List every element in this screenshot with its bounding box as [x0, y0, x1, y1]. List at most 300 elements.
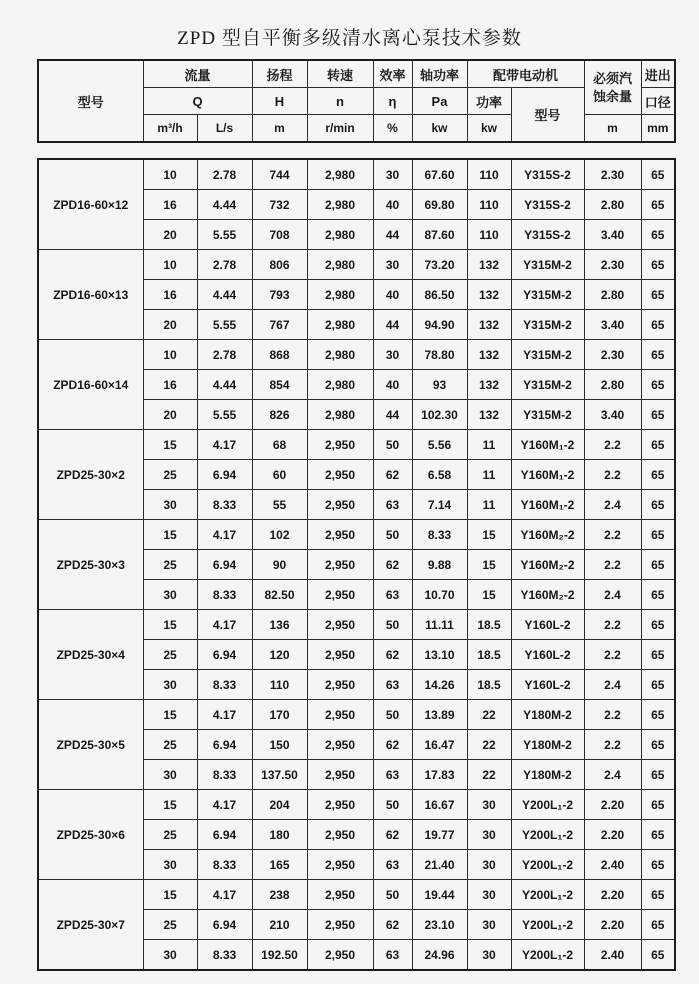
data-cell: 210: [252, 910, 307, 940]
data-cell: 2,950: [307, 820, 373, 850]
data-cell: 30: [467, 940, 511, 971]
data-cell: 10: [143, 250, 197, 280]
data-cell: 5.55: [197, 310, 252, 340]
data-cell: 2,980: [307, 280, 373, 310]
data-cell: 30: [467, 910, 511, 940]
data-cell: 132: [467, 250, 511, 280]
data-cell: 2.2: [584, 550, 641, 580]
data-cell: 2.30: [584, 159, 641, 190]
pump-model-cell: ZPD25-30×7: [38, 880, 143, 971]
data-cell: 2.78: [197, 159, 252, 190]
data-cell: 63: [373, 490, 412, 520]
data-cell: 44: [373, 400, 412, 430]
data-cell: 40: [373, 280, 412, 310]
data-cell: 744: [252, 159, 307, 190]
data-cell: 8.33: [197, 670, 252, 700]
data-cell: 2.2: [584, 520, 641, 550]
data-cell: 2,950: [307, 430, 373, 460]
data-cell: 2,950: [307, 640, 373, 670]
data-cell: 2.2: [584, 610, 641, 640]
data-cell: 102.30: [412, 400, 467, 430]
data-cell: 11: [467, 430, 511, 460]
data-cell: 25: [143, 640, 197, 670]
data-cell: 132: [467, 310, 511, 340]
table-row: [38, 159, 675, 190]
data-cell: Y160L-2: [511, 670, 584, 700]
data-cell: 732: [252, 190, 307, 220]
data-cell: 65: [641, 760, 675, 790]
data-cell: 65: [641, 790, 675, 820]
data-cell: 120: [252, 640, 307, 670]
data-cell: 65: [641, 820, 675, 850]
data-cell: 16.67: [412, 790, 467, 820]
data-cell: 50: [373, 520, 412, 550]
data-cell: 19.77: [412, 820, 467, 850]
data-cell: 8.33: [197, 850, 252, 880]
header-table: [37, 59, 676, 143]
data-cell: 132: [467, 340, 511, 370]
data-cell: 40: [373, 190, 412, 220]
data-cell: 11.11: [412, 610, 467, 640]
table-row: [38, 340, 675, 370]
data-cell: 204: [252, 790, 307, 820]
data-cell: 2.4: [584, 580, 641, 610]
data-cell: 50: [373, 700, 412, 730]
data-cell: 44: [373, 220, 412, 250]
pump-model-cell: ZPD25-30×5: [38, 700, 143, 790]
data-cell: 2.20: [584, 910, 641, 940]
col-symbol-shaft-power: Pa: [412, 88, 467, 115]
data-cell: 16: [143, 280, 197, 310]
data-cell: 15: [143, 520, 197, 550]
data-cell: 50: [373, 790, 412, 820]
data-cell: Y315S-2: [511, 190, 584, 220]
data-cell: 86.50: [412, 280, 467, 310]
data-cell: Y180M-2: [511, 760, 584, 790]
pump-model-cell: ZPD25-30×3: [38, 520, 143, 610]
data-cell: 60: [252, 460, 307, 490]
data-cell: 6.58: [412, 460, 467, 490]
data-cell: 25: [143, 820, 197, 850]
col-header-port-line2: 口径: [641, 88, 675, 115]
data-cell: Y160L-2: [511, 640, 584, 670]
data-cell: 30: [467, 790, 511, 820]
data-cell: 2.4: [584, 670, 641, 700]
data-cell: 65: [641, 700, 675, 730]
data-cell: 3.40: [584, 220, 641, 250]
data-cell: 20: [143, 400, 197, 430]
data-cell: Y160M₁-2: [511, 460, 584, 490]
table-row: [38, 880, 675, 910]
data-cell: Y200L₁-2: [511, 880, 584, 910]
data-cell: 25: [143, 910, 197, 940]
data-cell: 62: [373, 820, 412, 850]
data-cell: 4.17: [197, 700, 252, 730]
data-cell: 2,950: [307, 490, 373, 520]
data-cell: 40: [373, 370, 412, 400]
data-cell: 15: [143, 610, 197, 640]
data-cell: 19.44: [412, 880, 467, 910]
data-cell: 62: [373, 640, 412, 670]
data-cell: Y315M-2: [511, 370, 584, 400]
data-cell: 2.80: [584, 190, 641, 220]
data-cell: 15: [467, 520, 511, 550]
data-cell: Y200L₁-2: [511, 850, 584, 880]
data-cell: 132: [467, 370, 511, 400]
table-row: [38, 700, 675, 730]
data-cell: 69.80: [412, 190, 467, 220]
data-cell: 238: [252, 880, 307, 910]
data-cell: Y315M-2: [511, 340, 584, 370]
data-cell: 132: [467, 280, 511, 310]
data-cell: 110: [467, 190, 511, 220]
data-cell: 30: [143, 940, 197, 971]
data-cell: 854: [252, 370, 307, 400]
col-header-motor-model: 型号: [511, 88, 584, 143]
data-cell: 65: [641, 580, 675, 610]
data-cell: 11: [467, 490, 511, 520]
data-cell: 30: [143, 760, 197, 790]
data-cell: 767: [252, 310, 307, 340]
unit-flow-m3h: m³/h: [143, 115, 197, 143]
data-cell: 18.5: [467, 610, 511, 640]
data-cell: 65: [641, 880, 675, 910]
data-cell: 5.55: [197, 220, 252, 250]
pump-model-cell: ZPD25-30×2: [38, 430, 143, 520]
data-cell: Y160M₂-2: [511, 520, 584, 550]
data-cell: 50: [373, 430, 412, 460]
data-cell: 30: [467, 820, 511, 850]
data-cell: 8.33: [197, 940, 252, 971]
data-cell: 826: [252, 400, 307, 430]
data-cell: Y315M-2: [511, 400, 584, 430]
unit-speed: r/min: [307, 115, 373, 143]
data-cell: 67.60: [412, 159, 467, 190]
data-cell: 2.20: [584, 790, 641, 820]
data-cell: Y180M-2: [511, 700, 584, 730]
data-cell: 13.10: [412, 640, 467, 670]
data-cell: 30: [373, 250, 412, 280]
data-cell: 50: [373, 880, 412, 910]
data-cell: Y315S-2: [511, 220, 584, 250]
data-cell: 25: [143, 730, 197, 760]
pump-model-cell: ZPD16-60×13: [38, 250, 143, 340]
data-cell: Y315S-2: [511, 159, 584, 190]
data-cell: 6.94: [197, 550, 252, 580]
data-cell: 9.88: [412, 550, 467, 580]
data-cell: 4.17: [197, 520, 252, 550]
data-cell: 2,980: [307, 159, 373, 190]
data-cell: 65: [641, 400, 675, 430]
col-header-head: 扬程: [252, 60, 307, 88]
data-cell: Y200L₁-2: [511, 790, 584, 820]
table-row: [38, 250, 675, 280]
col-symbol-flow: Q: [143, 88, 252, 115]
data-cell: 6.94: [197, 820, 252, 850]
data-cell: 16: [143, 190, 197, 220]
data-cell: 63: [373, 850, 412, 880]
col-header-port-line1: 进出: [641, 60, 675, 88]
data-cell: 110: [252, 670, 307, 700]
unit-motor-power: kw: [467, 115, 511, 143]
data-cell: Y200L₁-2: [511, 910, 584, 940]
data-cell: 2,950: [307, 850, 373, 880]
data-cell: Y160M₂-2: [511, 580, 584, 610]
data-cell: 15: [143, 880, 197, 910]
data-cell: 10: [143, 159, 197, 190]
data-cell: 2.2: [584, 640, 641, 670]
data-cell: 62: [373, 550, 412, 580]
data-cell: Y160M₂-2: [511, 550, 584, 580]
data-cell: 30: [143, 580, 197, 610]
data-table: [37, 158, 676, 971]
data-cell: Y315M-2: [511, 310, 584, 340]
data-cell: 2.2: [584, 730, 641, 760]
data-cell: Y160M₁-2: [511, 430, 584, 460]
data-cell: 15: [467, 550, 511, 580]
table-row: [38, 430, 675, 460]
unit-efficiency: %: [373, 115, 412, 143]
unit-port: mm: [641, 115, 675, 143]
data-cell: 30: [143, 850, 197, 880]
data-cell: Y200L₁-2: [511, 820, 584, 850]
data-cell: 3.40: [584, 310, 641, 340]
data-cell: 90: [252, 550, 307, 580]
data-cell: 7.14: [412, 490, 467, 520]
data-cell: 6.94: [197, 640, 252, 670]
data-cell: 2.2: [584, 700, 641, 730]
data-cell: 2,950: [307, 580, 373, 610]
data-cell: 2,950: [307, 670, 373, 700]
data-cell: 2.80: [584, 370, 641, 400]
data-cell: 65: [641, 340, 675, 370]
col-header-efficiency: 效率: [373, 60, 412, 88]
data-cell: 65: [641, 670, 675, 700]
data-cell: 15: [467, 580, 511, 610]
data-cell: 110: [467, 220, 511, 250]
unit-shaft-power: kw: [412, 115, 467, 143]
data-cell: 30: [143, 670, 197, 700]
data-cell: 4.17: [197, 610, 252, 640]
data-cell: 192.50: [252, 940, 307, 971]
data-cell: 63: [373, 670, 412, 700]
data-cell: 2,950: [307, 880, 373, 910]
data-cell: 868: [252, 340, 307, 370]
data-cell: 2.20: [584, 880, 641, 910]
data-cell: 65: [641, 850, 675, 880]
data-cell: 63: [373, 580, 412, 610]
data-cell: 2,950: [307, 460, 373, 490]
data-cell: 4.17: [197, 790, 252, 820]
data-cell: 44: [373, 310, 412, 340]
data-cell: 78.80: [412, 340, 467, 370]
data-cell: 16.47: [412, 730, 467, 760]
data-cell: 82.50: [252, 580, 307, 610]
data-cell: 73.20: [412, 250, 467, 280]
data-cell: 14.26: [412, 670, 467, 700]
data-cell: 2,980: [307, 250, 373, 280]
data-cell: 25: [143, 550, 197, 580]
data-cell: 15: [143, 790, 197, 820]
data-cell: 2.78: [197, 340, 252, 370]
data-cell: 62: [373, 460, 412, 490]
data-cell: 2.2: [584, 430, 641, 460]
data-cell: 165: [252, 850, 307, 880]
data-cell: 25: [143, 460, 197, 490]
data-cell: 150: [252, 730, 307, 760]
data-cell: 4.44: [197, 190, 252, 220]
data-cell: 4.17: [197, 430, 252, 460]
pump-model-cell: ZPD25-30×4: [38, 610, 143, 700]
data-cell: 23.10: [412, 910, 467, 940]
data-cell: 62: [373, 730, 412, 760]
data-cell: 5.55: [197, 400, 252, 430]
data-cell: 24.96: [412, 940, 467, 971]
data-cell: 65: [641, 940, 675, 971]
header-row-1: [38, 60, 675, 88]
data-cell: 22: [467, 730, 511, 760]
data-cell: 11: [467, 460, 511, 490]
data-cell: 10.70: [412, 580, 467, 610]
data-cell: 110: [467, 159, 511, 190]
data-cell: 65: [641, 490, 675, 520]
col-header-speed: 转速: [307, 60, 373, 88]
col-header-motor-power: 功率: [467, 88, 511, 115]
col-header-shaft-power: 轴功率: [412, 60, 467, 88]
data-cell: 22: [467, 700, 511, 730]
table-row: [38, 790, 675, 820]
data-cell: 793: [252, 280, 307, 310]
data-cell: 2,950: [307, 700, 373, 730]
data-cell: 30: [373, 159, 412, 190]
data-cell: 2,950: [307, 730, 373, 760]
data-cell: 2,950: [307, 520, 373, 550]
data-cell: 10: [143, 340, 197, 370]
pump-model-cell: ZPD16-60×14: [38, 340, 143, 430]
data-cell: 2,980: [307, 370, 373, 400]
data-cell: 3.40: [584, 400, 641, 430]
data-cell: 17.83: [412, 760, 467, 790]
data-cell: 30: [467, 880, 511, 910]
data-cell: 62: [373, 910, 412, 940]
data-cell: 65: [641, 610, 675, 640]
data-cell: 4.44: [197, 280, 252, 310]
data-cell: 6.94: [197, 460, 252, 490]
data-cell: 2,980: [307, 310, 373, 340]
data-cell: 15: [143, 700, 197, 730]
data-cell: 65: [641, 250, 675, 280]
data-cell: 20: [143, 220, 197, 250]
data-cell: 102: [252, 520, 307, 550]
col-symbol-head: H: [252, 88, 307, 115]
data-cell: 16: [143, 370, 197, 400]
data-cell: Y315M-2: [511, 250, 584, 280]
data-cell: 136: [252, 610, 307, 640]
data-cell: 2.80: [584, 280, 641, 310]
npsh-label-line1: 必须汽: [592, 70, 632, 86]
data-cell: 20: [143, 310, 197, 340]
table-row: [38, 520, 675, 550]
data-cell: 2.4: [584, 490, 641, 520]
data-cell: 170: [252, 700, 307, 730]
data-cell: 4.17: [197, 880, 252, 910]
data-cell: 22: [467, 760, 511, 790]
data-cell: 55: [252, 490, 307, 520]
data-cell: Y160L-2: [511, 610, 584, 640]
data-cell: 180: [252, 820, 307, 850]
data-cell: 13.89: [412, 700, 467, 730]
data-cell: 65: [641, 460, 675, 490]
data-cell: 2,950: [307, 610, 373, 640]
data-cell: 2,980: [307, 220, 373, 250]
data-cell: 2.2: [584, 460, 641, 490]
data-cell: 8.33: [197, 580, 252, 610]
data-cell: 21.40: [412, 850, 467, 880]
col-symbol-speed: n: [307, 88, 373, 115]
data-cell: 2,950: [307, 910, 373, 940]
data-cell: 30: [373, 340, 412, 370]
data-cell: 2.40: [584, 940, 641, 971]
data-cell: 68: [252, 430, 307, 460]
data-table-body: [38, 159, 675, 970]
data-cell: 15: [143, 430, 197, 460]
data-cell: 2.78: [197, 250, 252, 280]
data-cell: 137.50: [252, 760, 307, 790]
data-cell: 65: [641, 159, 675, 190]
data-cell: 6.94: [197, 910, 252, 940]
data-cell: 63: [373, 760, 412, 790]
data-cell: 2,950: [307, 790, 373, 820]
col-header-model: 型号: [38, 60, 143, 142]
data-cell: 94.90: [412, 310, 467, 340]
data-cell: 65: [641, 430, 675, 460]
data-cell: 65: [641, 190, 675, 220]
data-cell: 2.4: [584, 760, 641, 790]
data-cell: 30: [467, 850, 511, 880]
data-cell: 65: [641, 550, 675, 580]
data-cell: 2,980: [307, 340, 373, 370]
data-cell: 2.30: [584, 250, 641, 280]
data-cell: 50: [373, 610, 412, 640]
data-cell: 65: [641, 520, 675, 550]
data-cell: 87.60: [412, 220, 467, 250]
data-cell: Y180M-2: [511, 730, 584, 760]
data-cell: 2,980: [307, 400, 373, 430]
col-header-npsh: [584, 60, 641, 115]
table-row: [38, 610, 675, 640]
data-cell: 2,950: [307, 550, 373, 580]
data-cell: 2.30: [584, 340, 641, 370]
data-cell: 30: [143, 490, 197, 520]
data-cell: 63: [373, 940, 412, 971]
data-cell: Y160M₁-2: [511, 490, 584, 520]
pump-model-cell: ZPD16-60×12: [38, 159, 143, 250]
unit-head: m: [252, 115, 307, 143]
data-cell: 8.33: [197, 490, 252, 520]
unit-npsh: m: [584, 115, 641, 143]
data-cell: 65: [641, 370, 675, 400]
data-cell: 806: [252, 250, 307, 280]
col-header-motor: 配带电动机: [467, 60, 584, 88]
col-header-flow: 流量: [143, 60, 252, 88]
data-cell: 2.20: [584, 820, 641, 850]
data-cell: 2.40: [584, 850, 641, 880]
data-cell: Y200L₁-2: [511, 940, 584, 971]
data-cell: 18.5: [467, 640, 511, 670]
data-cell: 65: [641, 640, 675, 670]
data-cell: 2,950: [307, 760, 373, 790]
data-cell: 18.5: [467, 670, 511, 700]
